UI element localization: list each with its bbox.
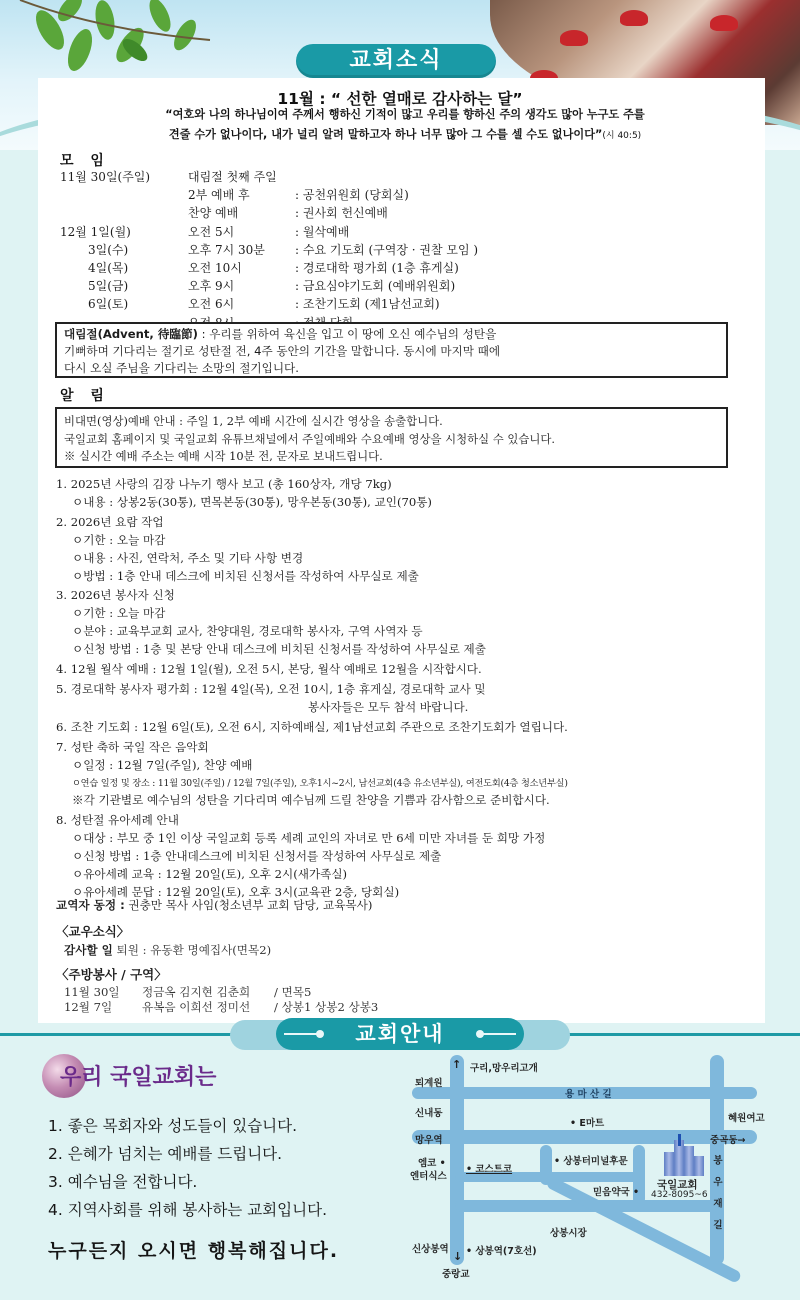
meeting-schedule [60, 168, 478, 332]
notice-item: 6. 조찬 기도회 : 12월 6일(토), 오전 6시, 지하예배실, 제1남선교회 주관으로 조찬기도회가 열립니다. [56, 719, 568, 734]
schedule-row: 찬양 예배 : 권사회 헌신예배 [188, 206, 388, 221]
duty-row: 11월 30일 정금옥 김지현 김춘희 / 면목5 [64, 985, 312, 999]
page-title-news: 교회소식 [296, 44, 496, 78]
notice-item: 4. 12월 월삭 예배 : 12월 1일(월), 오전 5시, 본당, 월삭 예배로 12월을 시작합시다. [56, 662, 482, 677]
member-news-heading: 〈교우소식〉 [56, 924, 130, 939]
notices-heading: 알 림 [60, 388, 110, 404]
virtue-item: 1. 좋은 목회자와 성도들이 있습니다. [48, 1117, 298, 1135]
schedule-row: 11월 30일(주일) 대림절 첫째 주일 [60, 170, 277, 184]
schedule-row: 4일(목) 오전 10시 : 경로대학 평가회 (1층 휴게실) [88, 260, 459, 275]
virtue-item: 4. 지역사회를 위해 봉사하는 교회입니다. [48, 1201, 327, 1219]
church-virtues-list [48, 1112, 327, 1224]
section-title-guide: 교회안내 [276, 1018, 524, 1050]
schedule-row: 5일(금) 오후 9시 : 금요심야기도회 (예배위원회) [88, 279, 456, 294]
month-theme: 11월 : “ 선한 열매로 감사하는 달” [277, 90, 523, 108]
notice-item: 8. 성탄절 유아세례 안내 ㅇ대상 : 부모 중 1인 이상 국일교회 등록 세례 교인의 자녀로 만 6세 미만 자녀를 둔 희망 가정 ㅇ신청 방법 : 1층 안내데스크에 비치된 신청서를 작성하여 사무실로 제출 ㅇ유아세례 교육 : 12월 20일(토), 오후 2시(새가족실) ㅇ유아세례 문답 : 12월 20일(토), 오후 3시(교육관 2층, 당회실) [56, 813, 546, 899]
church-building-icon [660, 1140, 708, 1176]
virtue-item: 2. 은혜가 넘치는 예배를 드립니다. [48, 1145, 283, 1163]
kitchen-duty-heading: 〈주방봉사 / 구역〉 [56, 967, 167, 982]
location-map: ↑ 구리,망우리고개 퇴계원 용 마 산 길 신내동 • E마트 혜원여고 망우역 중곡동→ 엠코 • 엔터식스 • 코스트코 • 상봉터미널후문 국일교회 432-8095~6 믿음약국 • 봉우재길 상봉시장 신상봉역 • 상봉역(7호선) ↓ 중랑교 [400, 1055, 800, 1295]
notice-item: 5. 경로대학 봉사자 평가회 : 12월 4일(목), 오전 10시, 1층 휴게실, 경로대학 교사 및 봉사자들은 모두 참석 바랍니다. [56, 681, 486, 714]
schedule-row: 6일(토) 오전 6시 : 조찬기도회 (제1남선교회) [88, 297, 440, 312]
kitchen-duty-list [64, 985, 378, 1015]
virtue-item: 3. 예수님을 전합니다. [48, 1173, 198, 1191]
duty-row: 12월 7일 유복음 이희선 정미선 / 상봉1 상봉2 상봉3 [64, 999, 379, 1014]
schedule-row: 3일(수) 오후 7시 30분 : 수요 기도회 (구역장 · 권찰 모임 ) [88, 242, 479, 257]
online-worship-box: 비대면(영상)예배 안내 : 주일 1, 2부 예배 시간에 실시간 영상을 송출합니다. 국일교회 홈페이지 및 국일교회 유튜브채널에서 주일예배와 수요예배 영상을 시청하실 수 있습니다. ※ 실시간 예배 주소는 예배 시작 10분 전, 문자로 보내드립니다. [55, 407, 728, 468]
notice-item: 2. 2026년 요람 작업 ㅇ기한 : 오늘 마감 ㅇ내용 : 사진, 연락처, 주소 및 기타 사항 변경 ㅇ방법 : 1층 안내 데스크에 비치된 신청서를 작성하여 사무실로 제출 [56, 514, 419, 583]
our-church-title: 우리 국일교회는 [60, 1065, 217, 1090]
welcome-message: 누구든지 오시면 행복해집니다. [48, 1240, 340, 1262]
schedule-row: 2부 예배 후 : 공천위원회 (당회실) [188, 188, 409, 203]
minister-news: 교역자 동정 : 권충만 목사 사임(청소년부 교회 담당, 교육목사) [56, 898, 373, 912]
scripture-verse: “여호와 나의 하나님이여 주께서 행하신 기적이 많고 우리를 향하신 주의 생각도 많아 누구도 주를 견줄 수가 없나이다, 내가 널리 알려 말하고자 하나 너무 많아 그 수를 셀 수도 없나이다”(시 40:5) [165, 108, 645, 141]
meetings-heading: 모 임 [60, 153, 110, 169]
arrow-down-icon: ↓ [453, 1250, 463, 1263]
notice-item: 1. 2025년 사랑의 김장 나누기 행사 보고 (총 160상자, 개당 7kg) ㅇ내용 : 상봉2동(30통), 면목본동(30통), 망우본동(30통), 교인(70통) [56, 477, 432, 509]
notice-item: 7. 성탄 축하 국일 작은 음악회 ㅇ일정 : 12월 7일(주일), 찬양 예배 ㅇ연습 일정 및 장소 : 11월 30일(주일) / 12월 7일(주일), 오후1시~2시, 남선교회(4층 유소년부실), 여전도회(4층 청소년부실) ※각 기관별로 예수님의 성탄을 기다리며 예수님께 드릴 찬양을 기쁨과 감사함으로 준비합시다. [56, 739, 568, 808]
schedule-row: 12월 1일(월) 오전 5시 : 월삭예배 [60, 224, 350, 239]
arrow-up-icon: ↑ [452, 1058, 462, 1071]
member-news: 감사할 일 퇴원 : 유동환 명예집사(면목2) [64, 943, 272, 957]
notice-item: 3. 2026년 봉사자 신청 ㅇ기한 : 오늘 마감 ㅇ분야 : 교육부교회 교사, 찬양대원, 경로대학 봉사자, 구역 사역자 등 ㅇ신청 방법 : 1층 및 본당 안내 데스크에 비치된 신청서를 작성하여 사무실로 제출 [56, 588, 486, 657]
advent-info-box: 대림절(Advent, 待臨節) : 우리를 위하여 육신을 입고 이 땅에 오신 예수님의 성탄을 기뻐하며 기다리는 절기로 성탄절 전, 4주 동안의 기간을 말합니다. 동시에 마지막 때에 다시 오실 주님을 기다리는 소망의 절기입니다. [55, 322, 728, 378]
notice-list [56, 476, 766, 904]
